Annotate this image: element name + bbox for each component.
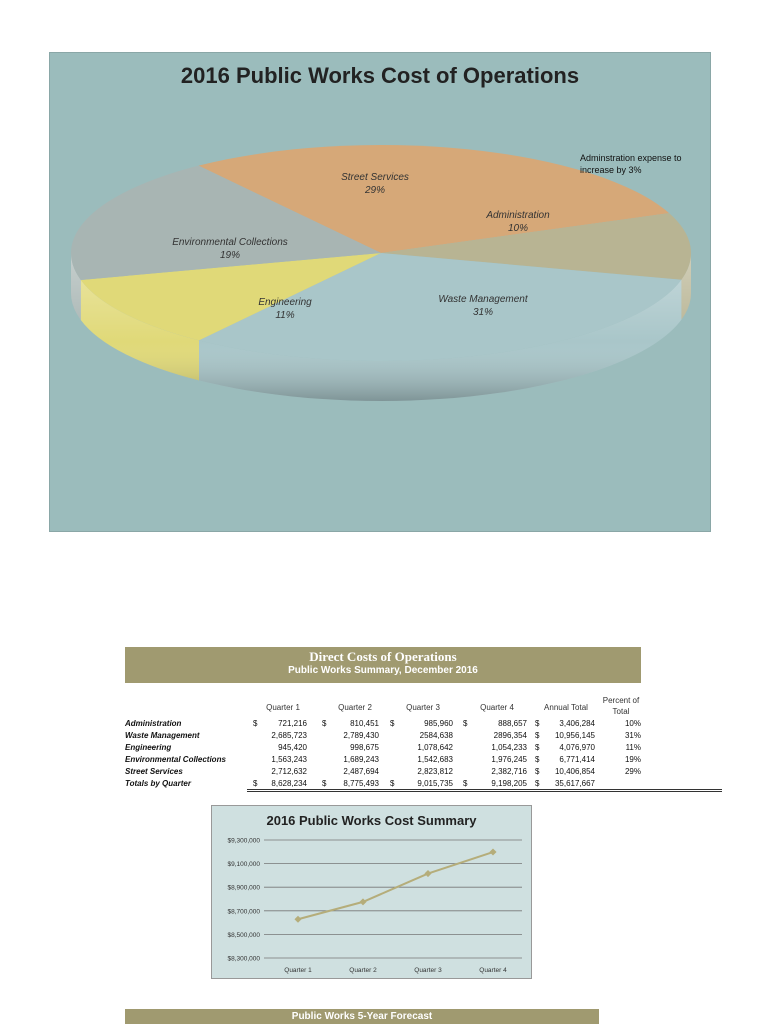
line-chart-panel [211,805,532,979]
cell-q1: 2,712,632 [271,767,307,776]
row-label: Street Services [125,767,183,776]
currency-sign: $ [253,779,258,788]
pie-annotation: Adminstration expense to increase by 3% [580,153,682,175]
x-tick-label: Quarter 3 [414,967,442,974]
cell-total: 3,406,284 [559,719,595,728]
cell-q4: 9,198,205 [491,779,527,788]
cell-q4: 1,976,245 [491,755,527,764]
line-chart-svg [212,806,533,980]
table-row [125,743,645,755]
cell-total: 10,406,854 [554,767,595,776]
x-tick-label: Quarter 2 [349,967,377,974]
currency-sign: $ [535,731,540,740]
cell-total: 4,076,970 [559,743,595,752]
data-point [424,870,431,877]
cell-q1: 8,628,234 [271,779,307,788]
cell-pct: 19% [624,755,641,764]
cell-q2: 8,775,493 [343,779,379,788]
pie-chart-panel [49,52,711,532]
currency-sign: $ [253,719,258,728]
cell-q3: 985,960 [424,719,453,728]
currency-sign: $ [535,755,540,764]
cell-total: 6,771,414 [559,755,595,764]
data-point [489,848,496,855]
pie-chart-svg [50,53,712,533]
totals-double-rule [247,791,722,792]
table-row [125,755,645,767]
row-label: Administration [125,719,182,728]
currency-sign: $ [390,719,395,728]
series-line [298,852,493,919]
table-row [125,731,645,743]
cell-q1: 721,216 [278,719,307,728]
cell-q2: 2,789,430 [343,731,379,740]
y-tick-label: $9,100,000 [227,861,260,869]
col-header-q1: Quarter 1 [266,703,300,712]
row-label: Environmental Collections [125,755,226,764]
cell-q3: 1,078,642 [417,743,453,752]
table-row [125,719,645,731]
y-tick-label: $8,700,000 [227,908,260,916]
col-header-percent: Percent of Total [602,696,640,716]
y-tick-label: $8,500,000 [227,931,260,939]
cell-q1: 2,685,723 [271,731,307,740]
cell-q3: 2584,638 [419,731,453,740]
currency-sign: $ [535,743,540,752]
currency-sign: $ [463,779,468,788]
col-header-q3: Quarter 3 [406,703,440,712]
y-tick-label: $8,300,000 [227,955,260,963]
data-point [294,916,301,923]
currency-sign: $ [535,719,540,728]
col-header-q2: Quarter 2 [338,703,372,712]
cell-total: 35,617,667 [554,779,595,788]
cell-q4: 2896,354 [493,731,527,740]
row-label: Totals by Quarter [125,779,191,788]
line-chart-title: 2016 Public Works Cost Summary [266,813,477,828]
row-label: Waste Management [125,731,200,740]
table-title: Direct Costs of Operations [309,649,457,664]
cell-pct: 31% [624,731,641,740]
cell-total: 10,956,145 [554,731,595,740]
col-header-annual-total: Annual Total [544,703,588,712]
pie-label-administration: Administration 10% [486,210,550,234]
row-label: Engineering [125,743,172,752]
cell-q4: 2,382,716 [491,767,527,776]
table-subtitle: Public Works Summary, December 2016 [288,665,478,676]
data-point [359,898,366,905]
col-header-q4: Quarter 4 [480,703,514,712]
pie-chart-title: 2016 Public Works Cost of Operations [180,63,580,88]
cell-q4: 1,054,233 [491,743,527,752]
cell-pct: 29% [624,767,641,776]
forecast-banner: Public Works 5-Year Forecast [125,1009,599,1024]
currency-sign: $ [390,779,395,788]
cell-pct: 10% [624,719,641,728]
cell-q2: 1,689,243 [343,755,379,764]
cell-q1: 1,563,243 [271,755,307,764]
cell-q2: 998,675 [350,743,379,752]
currency-sign: $ [463,719,468,728]
table-row [125,767,645,779]
pie-label-street-services: Street Services 29% [341,172,409,196]
x-tick-label: Quarter 4 [479,967,507,974]
cell-q3: 1,542,683 [417,755,453,764]
currency-sign: $ [322,779,327,788]
pie-label-environmental-collections: Environmental Collections 19% [172,237,288,261]
cell-q3: 9,015,735 [417,779,453,788]
cell-q4: 888,657 [498,719,527,728]
cell-q2: 2,487,694 [343,767,379,776]
y-tick-label: $9,300,000 [227,837,260,845]
pie-label-engineering: Engineering 11% [258,297,312,321]
pie-label-waste-management: Waste Management 31% [438,294,528,318]
y-tick-label: $8,900,000 [227,884,260,892]
cell-q3: 2,823,812 [417,767,453,776]
currency-sign: $ [535,779,540,788]
cell-q2: 810,451 [350,719,379,728]
table-banner [125,647,641,683]
cell-q1: 945,420 [278,743,307,752]
currency-sign: $ [322,719,327,728]
currency-sign: $ [535,767,540,776]
x-tick-label: Quarter 1 [284,967,312,974]
totals-rule [247,789,722,790]
cell-pct: 11% [625,743,641,752]
